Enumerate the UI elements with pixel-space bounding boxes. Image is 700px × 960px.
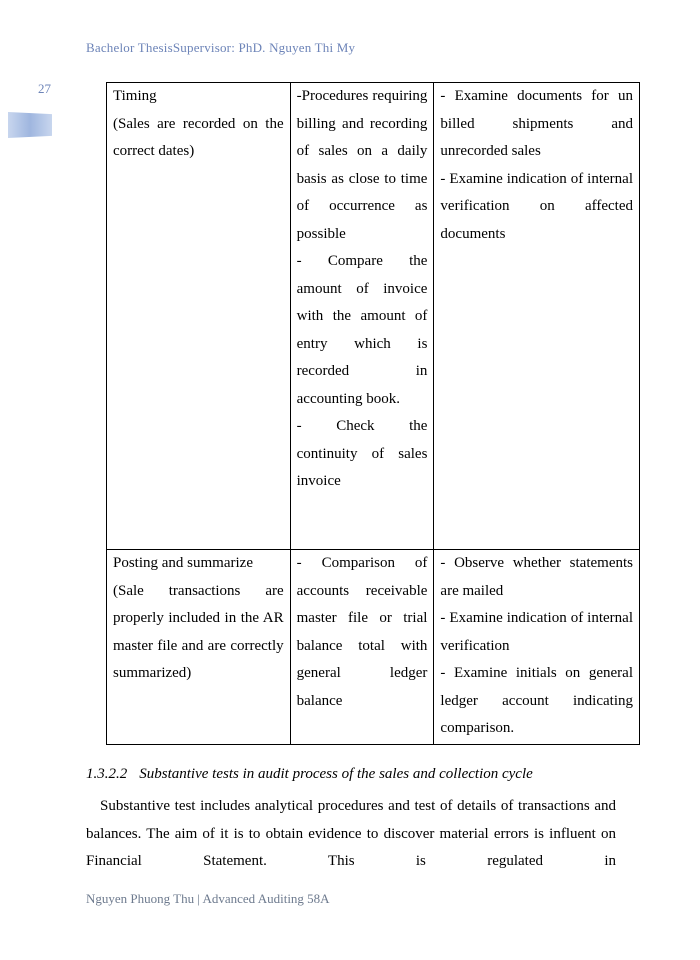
control-item: - Compare the amount of invoice with the amount of entry which is recorded in accounting book. [296, 253, 428, 407]
objective-cell [107, 83, 291, 550]
control-item: -Procedures requiring billing and recording of sales on a daily basis as close to time of occurrence as possible [296, 88, 428, 242]
controls-cell [290, 550, 434, 745]
objective-description: (Sales are recorded on the correct dates) [113, 115, 284, 159]
section-number: 1.3.2.2 [86, 766, 128, 782]
objective-cell [107, 550, 291, 745]
controls-cell [290, 83, 434, 550]
tests-cell [434, 83, 640, 550]
section-heading [86, 766, 533, 783]
objective-title: Posting and summarize [113, 555, 253, 571]
section-title: Substantive tests in audit process of the sales and collection cycle [139, 766, 533, 782]
page-number: 27 [38, 81, 51, 96]
table-row [107, 83, 640, 550]
running-footer: Nguyen Phuong Thu | Advanced Auditing 58A [86, 891, 330, 906]
page-tab-decoration [8, 112, 52, 138]
table-row [107, 550, 640, 745]
control-item: - Check the continuity of sales invoice [296, 418, 428, 489]
test-item: - Examine documents for un billed shipments and unrecorded sales [440, 88, 633, 159]
test-item: - Observe whether statements are mailed [440, 555, 633, 599]
audit-procedures-table [106, 82, 640, 745]
test-item: - Examine indication of internal verification [440, 610, 633, 654]
objective-description: (Sale transactions are properly included in the AR master file and are correctly summarized) [113, 582, 284, 681]
test-item: - Examine initials on general ledger account indicating comparison. [440, 665, 633, 736]
control-item: - Comparison of accounts receivable master file or trial balance total with general ledger balance [296, 555, 428, 709]
test-item: - Examine indication of internal verification on affected documents [440, 170, 633, 242]
objective-title: Timing [113, 88, 157, 104]
tests-cell [434, 550, 640, 745]
running-header: Bachelor ThesisSupervisor: PhD. Nguyen Thi My [86, 40, 356, 55]
body-paragraph: Substantive test includes analytical procedures and test of details of transactions and balances. The aim of it is to obtain evidence to discover material errors is influent on Financial Statement. This is regulated in [86, 798, 616, 869]
